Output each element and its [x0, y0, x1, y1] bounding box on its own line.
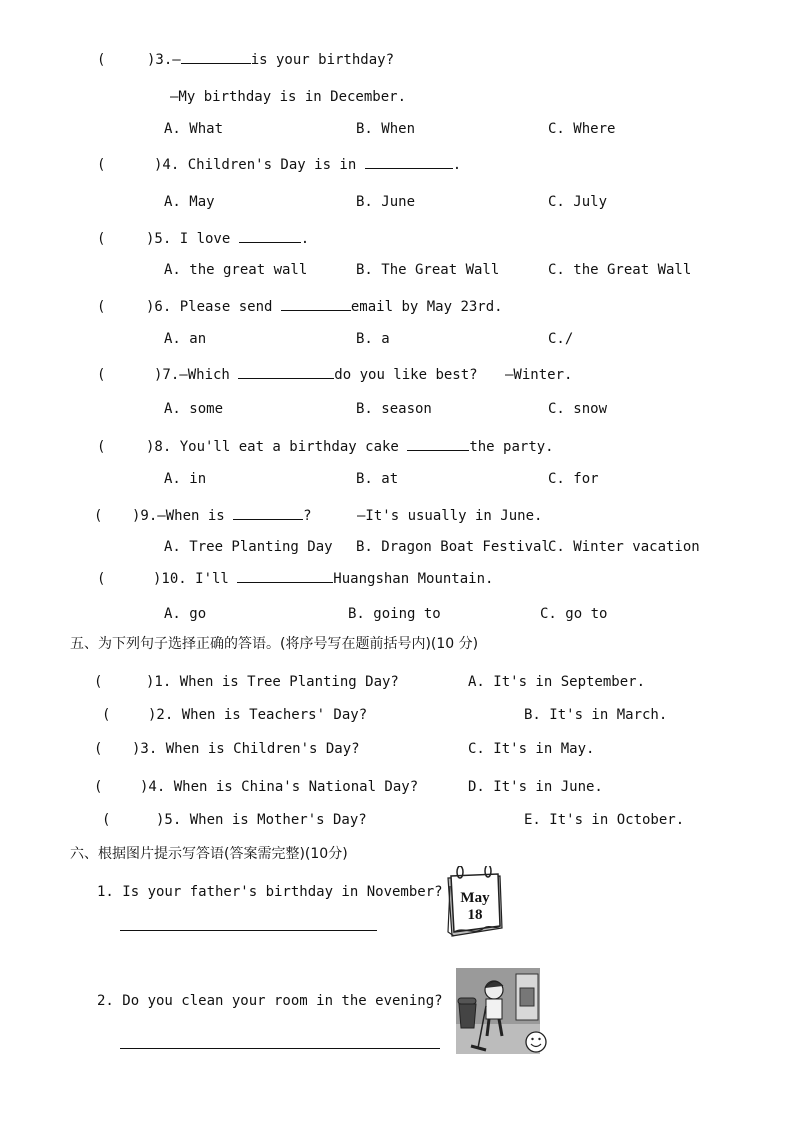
s5-question-5: )5. When is Mother's Day?: [156, 812, 367, 828]
q5-option-c: C. the Great Wall: [548, 262, 692, 278]
q5-option-b: B. The Great Wall: [356, 262, 500, 278]
s5-bracket-2: (: [102, 707, 111, 723]
q4-option-b: B. June: [356, 194, 416, 210]
s5-answer-c: C. It's in May.: [468, 741, 595, 757]
q9-option-c: C. Winter vacation: [548, 539, 700, 555]
calendar-month: May: [460, 890, 490, 906]
q9-option-a: A. Tree Planting Day: [164, 539, 333, 555]
q8-option-c: C. for: [548, 471, 599, 487]
s5-bracket-1: (: [94, 674, 103, 690]
q10-option-c: C. go to: [540, 606, 608, 622]
q3-option-c: C. Where: [548, 121, 616, 137]
q4-blank[interactable]: [365, 156, 453, 169]
q8-option-b: B. at: [356, 471, 399, 487]
q5-blank[interactable]: [239, 230, 301, 243]
section6-heading: 六、根据图片提示写答语(答案需完整)(10分): [70, 846, 348, 862]
q9-bracket: (: [94, 508, 103, 524]
s5-answer-e: E. It's in October.: [524, 812, 685, 828]
section5-heading: 五、为下列句子选择正确的答语。(将序号写在题前括号内)(10 分): [70, 636, 479, 652]
q3-option-b: B. When: [356, 121, 416, 137]
q5-option-a: A. the great wall: [164, 262, 308, 278]
q5-bracket: (: [97, 231, 106, 247]
q3-blank[interactable]: [181, 51, 251, 64]
q3-option-a: A. What: [164, 121, 224, 137]
q4-option-c: C. July: [548, 194, 608, 210]
q10-blank[interactable]: [237, 570, 333, 583]
q8-blank[interactable]: [407, 438, 469, 451]
s5-question-3: )3. When is Children's Day?: [132, 741, 360, 757]
q6-option-c: C./: [548, 331, 574, 347]
q8-bracket: (: [97, 439, 106, 455]
q7-blank[interactable]: [238, 366, 334, 379]
q4-question: )4. Children's Day is in .: [154, 157, 462, 173]
q6-bracket: (: [97, 299, 106, 315]
q9-question: )9.—When is ?: [132, 508, 312, 524]
q10-question: )10. I'll Huangshan Mountain.: [153, 571, 494, 587]
q8-option-a: A. in: [164, 471, 207, 487]
s6-answer-line-2[interactable]: [120, 1048, 440, 1049]
smiley-icon: [526, 1032, 546, 1052]
calendar-picture: [444, 866, 506, 940]
s6-answer-line-1[interactable]: [120, 930, 377, 931]
q7-option-a: A. some: [164, 401, 224, 417]
q7-answer: —Winter.: [505, 367, 573, 383]
q6-option-b: B. a: [356, 331, 390, 347]
q7-question: )7.—Which do you like best?: [154, 367, 478, 383]
q10-bracket: (: [97, 571, 106, 587]
s5-bracket-3: (: [94, 741, 103, 757]
s5-answer-a: A. It's in September.: [468, 674, 646, 690]
q3-answer-line: —My birthday is in December.: [170, 89, 407, 105]
q9-option-b: B. Dragon Boat Festival: [356, 539, 550, 555]
q4-option-a: A. May: [164, 194, 215, 210]
s6-question-2: 2. Do you clean your room in the evening?: [97, 993, 443, 1009]
q10-option-a: A. go: [164, 606, 207, 622]
cleaning-room-picture: [456, 968, 548, 1056]
q10-option-b: B. going to: [348, 606, 441, 622]
s5-bracket-5: (: [102, 812, 111, 828]
s5-bracket-4: (: [94, 779, 103, 795]
q3-bracket: (: [97, 52, 106, 68]
s5-question-4: )4. When is China's National Day?: [140, 779, 419, 795]
q5-question: )5. I love .: [146, 231, 310, 247]
s6-question-1: 1. Is your father's birthday in November?: [97, 884, 443, 900]
q7-option-c: C. snow: [548, 401, 608, 417]
q6-option-a: A. an: [164, 331, 207, 347]
q7-bracket: (: [97, 367, 106, 383]
q3-question: )3.— is your birthday?: [147, 52, 395, 68]
s5-question-1: )1. When is Tree Planting Day?: [146, 674, 399, 690]
q4-bracket: (: [97, 157, 106, 173]
q7-option-b: B. season: [356, 401, 432, 417]
q9-blank[interactable]: [233, 507, 303, 520]
s5-answer-b: B. It's in March.: [524, 707, 668, 723]
q6-question: )6. Please send email by May 23rd.: [146, 299, 503, 315]
s5-answer-d: D. It's in June.: [468, 779, 603, 795]
calendar-day: 18: [467, 907, 483, 923]
q9-answer: —It's usually in June.: [357, 508, 543, 524]
q6-blank[interactable]: [281, 298, 351, 311]
q8-question: )8. You'll eat a birthday cake the party.: [146, 439, 554, 455]
s5-question-2: )2. When is Teachers' Day?: [148, 707, 368, 723]
